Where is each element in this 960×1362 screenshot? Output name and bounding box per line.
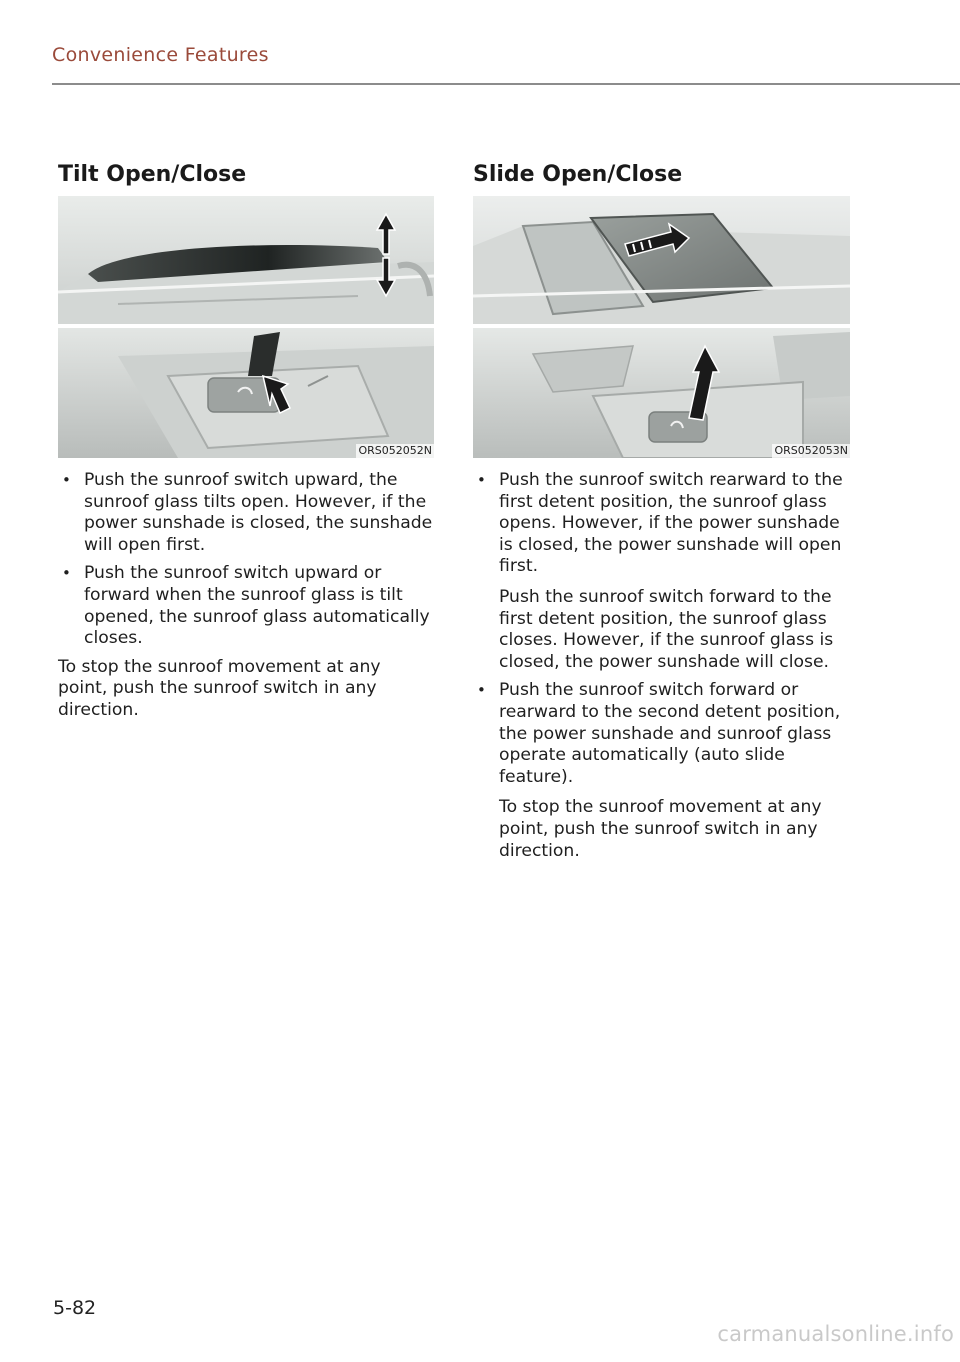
tilt-figure-code: ORS052052N [358,444,432,457]
tilt-stop-note: To stop the sunroof movement at any point, push the sunroof switch in any direction. [58,656,381,720]
slide-bullet-text: • Push the sunroof switch forward or rearward to the second detent position, the power sunshade and sunroof glass operate automatically (auto slide feature). [499,680,841,787]
tilt-bullet: • Push the sunroof switch upward or forward when the sunroof glass is tilt opened, the sunroof glass automatically closes. [58,563,434,649]
tilt-illustration [58,196,434,458]
tilt-content [58,470,434,722]
slide-section [473,156,850,869]
slide-bullet [473,470,850,673]
slide-stop-note: To stop the sunroof movement at any point, push the sunroof switch in any direction. [499,797,822,861]
footer-watermark-link[interactable]: carmanualsonline.info [717,1322,954,1346]
slide-bullet [473,680,850,862]
header-divider [52,83,960,85]
tilt-section [58,156,434,722]
tilt-bullet-list [58,470,434,650]
slide-figure [473,196,850,458]
slide-section-title: Slide Open/Close [473,162,683,187]
tilt-bullet: • Push the sunroof switch upward, the sunroof glass tilts open. However, if the power sunshade is closed, the sunshade will open first. [58,470,434,556]
page-number: 5-82 [53,1297,97,1319]
tilt-figure [58,196,434,458]
slide-bullet-text: • Push the sunroof switch rearward to the first detent position, the sunroof glass opens. However, if the power sunshade is closed, the power sunshade will open first. [499,470,843,577]
slide-bullet-list [473,470,850,862]
tilt-section-title: Tilt Open/Close [58,162,247,187]
slide-figure-code: ORS052053N [774,444,848,457]
chapter-title: Convenience Features [52,44,269,66]
slide-illustration [473,196,850,458]
slide-content [473,470,850,862]
slide-bullet-subparagraph: Push the sunroof switch forward to the first detent position, the sunroof glass closes. However, if the sunroof glass is closed, the power sunshade will close. [499,586,834,672]
